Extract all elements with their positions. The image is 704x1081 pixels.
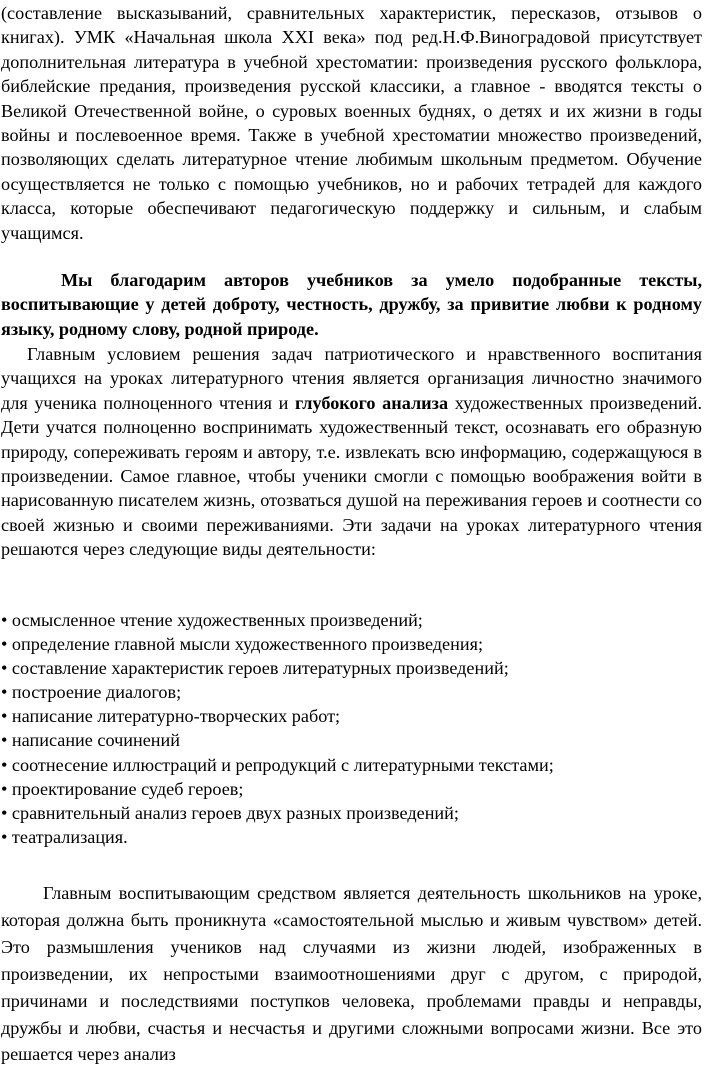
list-item: • построение диалогов; [1,682,182,703]
paragraph-main-condition-part-b: художественных произведений. Дети учатся полноценно воспринимать художественный текст, осознавать его образную природу, сопереживать героям и автору, т.е. извлекать всю информацию, содержащуюся в произведении. Самое главное, чтобы ученики смогли с помощью воображения войти в нарисованную писателем жизнь, отозваться душой на переживания героев и соотнести со своей жизнью и своими переживаниями. Эти задачи на уроках литературного чтения решаются через следующие виды деятельности: [1,392,703,560]
paragraph-gratitude-bold: Мы благодарим авторов учебников за умело подобранные тексты, воспитывающие у детей доброту, честность, дружбу, за привитие любви к родному языку, родному слову, родной природе. [1,270,702,339]
list-item: • проектирование судеб героев; [1,778,244,799]
list-item: • составление характеристик героев литературных произведений; [1,658,509,679]
list-item: • сравнительный анализ героев двух разных произведений; [1,802,459,823]
paragraph-umk-description: (составление высказываний, сравнительных характеристик, пересказов, отзывов о книгах). УМК «Начальная школа XXI века» под ред.Н.Ф.Виноградовой присутствует дополнительная литература в учебной хрестоматии: произведения русского фольклора, библейские предания, произведения русской классики, а главное - вводятся тексты о Великой Отечественной войне, о суровых военных буднях, о детях и их жизни в годы войны и послевоенное время. Также в учебной хрестоматии множество произведений, позволяющих сделать литературное чтение любимым школьным предметом. Обучение осуществляется не только с помощью учебников, но и рабочих тетрадей для каждого класса, которые обеспечивают педагогическую поддержку и сильным, и слабым учащимся. [1,3,702,243]
paragraph-educational-means: Главным воспитывающим средством является деятельность школьников на уроке, которая должна быть проникнута «самостоятельной мыслью и живым чувством» детей. Это размышления учеников над случаями из жизни людей, изображенных в произведении, их непростыми взаимоотношениями друг с другом, с природой, причинами и последствиями поступков человека, проблемами правды и неправды, дружбы и любви, счастья и несчастья и другими сложными вопросами жизни. Все это решается через анализ [1,883,702,1065]
list-item: • осмысленное чтение художественных произведений; [1,610,423,630]
list-item: • написание сочинений [1,730,180,751]
list-item: • написание литературно-творческих работ; [1,706,341,727]
list-item: • определение главной мысли художественного произведения; [1,634,484,655]
paragraph-main-condition [1,342,702,562]
list-item: • театрализация. [1,826,128,847]
list-item: • соотнесение иллюстраций и репродукций с литературными текстами; [1,754,554,775]
paragraph-main-condition-part-a: Главным условием решения задач патриотического и нравственного воспитания учащихся на уроках литературного чтения является организация личностно значимого для ученика полноценного чтения и [1,344,702,413]
bold-term-deep-analysis: глубокого анализа [294,392,449,413]
activities-list [1,608,702,849]
